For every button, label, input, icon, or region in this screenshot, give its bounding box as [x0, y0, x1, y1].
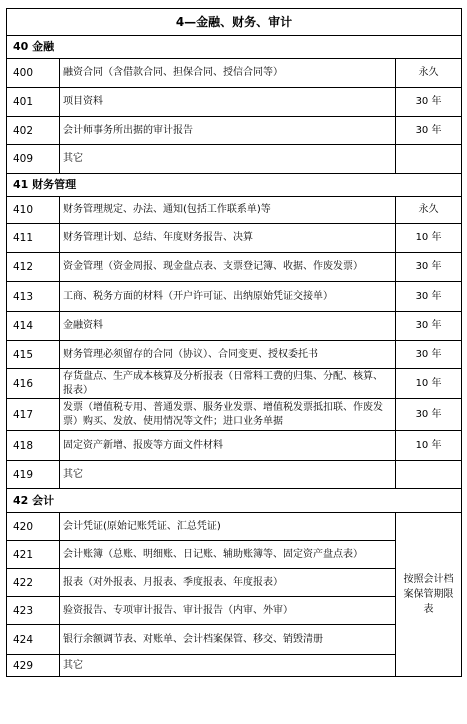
table-row [7, 224, 462, 253]
row-code: 414 [7, 312, 60, 341]
table-row [7, 312, 462, 341]
row-item: 财务管理计划、总结、年度财务报告、决算 [60, 224, 396, 253]
row-period: 30 年 [396, 341, 462, 369]
row-code: 422 [7, 569, 60, 597]
row-item: 其它 [60, 145, 396, 174]
row-item: 会计凭证(原始记账凭证、汇总凭证) [60, 513, 396, 541]
table-row [7, 282, 462, 312]
row-code: 400 [7, 59, 60, 88]
row-item: 发票（增值税专用、普通发票、服务业发票、增值税发票抵扣联、作废发票）购买、发放、使用情况等文件；进口业务单据 [60, 399, 396, 431]
section-heading-accounting: 42 会计 [7, 489, 462, 513]
row-code: 410 [7, 197, 60, 224]
row-period: 30 年 [396, 253, 462, 282]
table-title: 4—金融、财务、审计 [7, 9, 462, 36]
row-item: 其它 [60, 655, 396, 677]
accounting-retention-note: 按照会计档案保管期限表 [396, 513, 462, 677]
row-period [396, 461, 462, 489]
table-row [7, 461, 462, 489]
row-code: 401 [7, 88, 60, 117]
row-period: 30 年 [396, 117, 462, 145]
table-row [7, 145, 462, 174]
row-period: 10 年 [396, 431, 462, 461]
table-row [7, 431, 462, 461]
section-heading-financial-management: 41 财务管理 [7, 174, 462, 197]
row-period: 30 年 [396, 399, 462, 431]
row-item: 工商、税务方面的材料（开户许可证、出纳原始凭证交接单） [60, 282, 396, 312]
table-row [7, 513, 462, 541]
row-code: 424 [7, 625, 60, 655]
archive-retention-table [6, 8, 462, 677]
row-code: 417 [7, 399, 60, 431]
row-code: 416 [7, 369, 60, 399]
row-period: 30 年 [396, 88, 462, 117]
row-code: 415 [7, 341, 60, 369]
table-row [7, 369, 462, 399]
row-item: 存货盘点、生产成本核算及分析报表（日常料工费的归集、分配、核算、报表） [60, 369, 396, 399]
table-row [7, 88, 462, 117]
row-code: 423 [7, 597, 60, 625]
row-period: 永久 [396, 59, 462, 88]
row-item: 银行余额调节表、对账单、会计档案保管、移交、销毁清册 [60, 625, 396, 655]
row-item: 报表（对外报表、月报表、季度报表、年度报表） [60, 569, 396, 597]
row-period: 永久 [396, 197, 462, 224]
row-code: 419 [7, 461, 60, 489]
row-period [396, 145, 462, 174]
row-item: 财务管理必须留存的合同（协议）、合同变更、授权委托书 [60, 341, 396, 369]
table-row [7, 117, 462, 145]
row-item: 财务管理规定、办法、通知(包括工作联系单)等 [60, 197, 396, 224]
row-code: 412 [7, 253, 60, 282]
row-code: 413 [7, 282, 60, 312]
table-row [7, 253, 462, 282]
table-row [7, 197, 462, 224]
row-item: 资金管理（资金周报、现金盘点表、支票登记簿、收据、作废发票） [60, 253, 396, 282]
row-period: 10 年 [396, 369, 462, 399]
table-row [7, 597, 462, 625]
row-code: 418 [7, 431, 60, 461]
row-item: 会计师事务所出据的审计报告 [60, 117, 396, 145]
table-row [7, 625, 462, 655]
table-row [7, 569, 462, 597]
row-code: 411 [7, 224, 60, 253]
table-row [7, 655, 462, 677]
section-heading-finance: 40 金融 [7, 36, 462, 59]
row-item: 其它 [60, 461, 396, 489]
row-period: 30 年 [396, 312, 462, 341]
row-code: 420 [7, 513, 60, 541]
row-code: 402 [7, 117, 60, 145]
table-row [7, 341, 462, 369]
row-code: 429 [7, 655, 60, 677]
row-item: 融资合同（含借款合同、担保合同、授信合同等） [60, 59, 396, 88]
table-row [7, 399, 462, 431]
table-row [7, 59, 462, 88]
row-period: 10 年 [396, 224, 462, 253]
row-item: 固定资产新增、报废等方面文件材料 [60, 431, 396, 461]
row-code: 421 [7, 541, 60, 569]
row-item: 金融资料 [60, 312, 396, 341]
row-period: 30 年 [396, 282, 462, 312]
row-item: 会计账簿（总账、明细账、日记账、辅助账簿等、固定资产盘点表） [60, 541, 396, 569]
row-item: 验资报告、专项审计报告、审计报告（内审、外审） [60, 597, 396, 625]
row-item: 项目资料 [60, 88, 396, 117]
table-row [7, 541, 462, 569]
row-code: 409 [7, 145, 60, 174]
